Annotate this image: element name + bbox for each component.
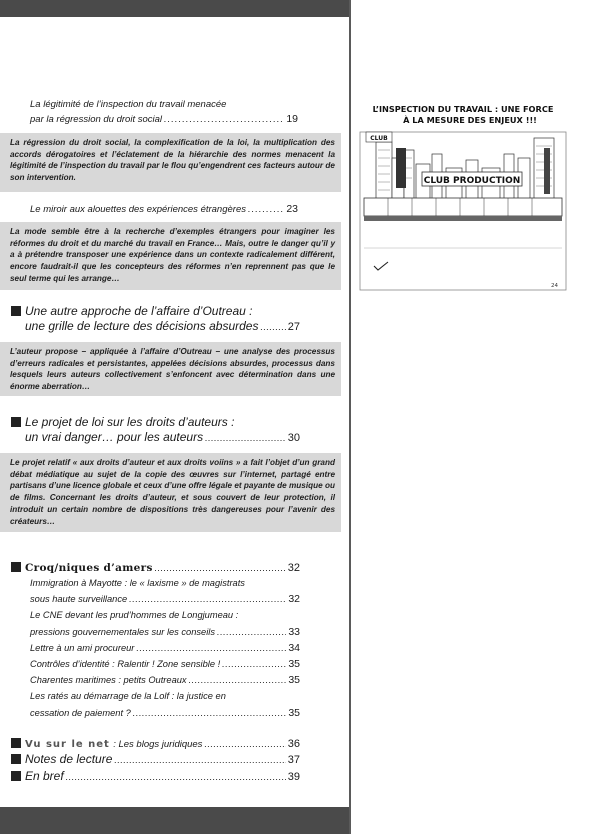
section-title-line1: Une autre approche de l’affaire d’Outreau : <box>25 304 253 318</box>
page-number: 39 <box>287 771 300 783</box>
section-square-bullet <box>11 738 21 748</box>
section-square-bullet <box>11 562 21 572</box>
section-title-line1: Le projet de loi sur les droits d’auteurs : <box>25 415 235 429</box>
dot-leader <box>129 591 286 607</box>
sub-item-line1: Le CNE devant les prud’hommes de Longjumeau : <box>30 610 239 621</box>
column-divider <box>349 0 351 834</box>
sub-item-cne[interactable] <box>30 607 300 639</box>
cartoon-illustration <box>358 98 568 294</box>
tiny-figure <box>374 262 388 270</box>
entry-title-line2: par la régression du droit social <box>30 114 163 125</box>
dark-tower-right <box>544 148 550 194</box>
page-number: 27 <box>287 321 300 333</box>
toc-section-droits-auteurs[interactable] <box>11 415 300 446</box>
dot-leader <box>248 202 284 217</box>
sub-item-line1: Les ratés au démarrage de la Lolf : la justice en <box>30 691 226 702</box>
dot-leader <box>189 672 287 688</box>
sub-item-charentes[interactable] <box>30 672 300 688</box>
dot-leader <box>205 431 286 446</box>
dot-leader <box>155 561 286 576</box>
toc-section-chroniques[interactable] <box>11 560 300 576</box>
section-title-line2: un vrai danger… pour les auteurs <box>25 430 204 444</box>
dot-leader <box>164 112 284 127</box>
sub-item-lolf[interactable] <box>30 688 300 720</box>
page-number: 37 <box>287 754 300 766</box>
entry-title: Le miroir aux alouettes des expériences étrangères <box>30 204 246 215</box>
sub-item-line1: Immigration à Mayotte : le « laxisme » de magistrats <box>30 578 245 588</box>
cartoon-page-number: 24 <box>551 283 558 289</box>
chroniques-sub-list <box>30 575 300 721</box>
notes-title: Notes de lecture <box>25 752 113 766</box>
dot-leader <box>217 624 286 640</box>
toc-entry-legitimite[interactable] <box>30 97 298 127</box>
sub-item-line2: pressions gouvernementales sur les conseils <box>30 626 215 637</box>
club-sign-text: CLUB <box>370 135 388 142</box>
cartoon-caption-line2: À LA MESURE DES ENJEUX !!! <box>403 115 537 125</box>
page-number: 34 <box>288 641 300 654</box>
summary-box-outreau: L’auteur propose – appliquée à l’affaire d’Outreau – une analyse des processus d’erreurs radicales et persistantes, appelées décisions absurdes, processus dans lesquels leurs auteurs collectivement s’enfoncent avec détermination dans une énorme aberration… <box>0 342 341 396</box>
en-bref-title: En bref <box>25 769 64 783</box>
vu-sur-le-net-title: Vu sur le net <box>25 739 110 750</box>
production-sign-text: CLUB PRODUCTION <box>423 176 521 186</box>
dot-leader <box>260 320 285 335</box>
summary-box-miroir: La mode semble être à la recherche d’exemples étrangers pour imaginer les réformes du droit et du marché du travail en France… Mais, outre le danger qu’il y a à prétendre transposer une expérience dans un contexte radicalement différent, encore faudrait-il que les concepteurs des réformes n’en reprennent pas que le seul terme qui les arrange… <box>0 222 341 290</box>
dark-tower <box>396 148 406 188</box>
vu-sur-le-net-subtitle: : Les blogs juridiques <box>113 739 203 750</box>
sub-item-line: Contrôles d’identité : Ralentir ! Zone sensible ! <box>30 659 221 670</box>
page-number: 35 <box>288 706 300 719</box>
dot-leader <box>66 770 286 785</box>
dot-leader <box>133 705 287 721</box>
section-square-bullet <box>11 771 21 781</box>
page-number: 33 <box>288 625 300 638</box>
entry-title-line1: La légitimité de l’inspection du travail menacée <box>30 99 227 110</box>
sub-item-line: Lettre à un ami procureur <box>30 642 135 653</box>
page-number: 19 <box>286 113 298 125</box>
toc-entry-miroir[interactable] <box>30 202 298 217</box>
sub-item-line: Charentes maritimes : petits Outreaux <box>30 675 187 686</box>
page-number: 35 <box>288 674 300 687</box>
page-number: 32 <box>288 593 300 606</box>
section-square-bullet <box>11 754 21 764</box>
page-number: 30 <box>287 432 300 444</box>
sub-item-line2: cessation de paiement ? <box>30 707 131 718</box>
dot-leader <box>136 640 286 656</box>
dot-leader <box>114 753 285 768</box>
sub-item-mayotte[interactable] <box>30 575 300 607</box>
section-square-bullet <box>11 417 21 427</box>
wall-shadow <box>364 216 562 221</box>
page-number: 32 <box>287 562 300 574</box>
cartoon-caption-line1: L’INSPECTION DU TRAVAIL : UNE FORCE <box>372 104 554 114</box>
toc-section-en-bref[interactable] <box>11 769 300 785</box>
sub-item-line2: sous haute surveillance <box>30 594 128 605</box>
chroniques-title: Croq/niques d’amers <box>25 562 153 574</box>
page-number: 35 <box>288 658 300 671</box>
dot-leader <box>222 656 286 672</box>
summary-box-legitimite: La régression du droit social, la complexification de la loi, la multiplication des accords dérogatoires et l’éclatement de la hiérarchie des normes menacent la légitimité de l’inspection du travail par le flou qu’engendrent ces facteurs autour de son intervention. <box>0 133 341 192</box>
summary-box-droits-auteurs: Le projet relatif « aux droits d’auteur et aux droits voiins » a fait l’objet d’un grand débat médiatique au sujet de la copie des œuvres sur l’internet, partagé entre partisans d’une licence globale et ceux d’une offre légale et payante de musique ou de films. Concernant les droits d’auteur, et sous couvert de leur protection, il introduit un certain nombre de dispositions très dangereuses pour l’avenir des créateurs… <box>0 453 341 532</box>
sub-item-lettre[interactable] <box>30 640 300 656</box>
toc-section-notes[interactable] <box>11 752 300 768</box>
section-square-bullet <box>11 306 21 316</box>
dot-leader <box>204 737 285 752</box>
toc-section-outreau[interactable] <box>11 304 300 335</box>
section-title-line2: une grille de lecture des décisions absurdes <box>25 319 259 333</box>
page-number: 36 <box>287 738 300 750</box>
toc-section-vu-sur-le-net[interactable] <box>11 736 300 752</box>
page-number: 23 <box>286 203 298 215</box>
sub-item-controles[interactable] <box>30 656 300 672</box>
factory-wall <box>364 198 562 216</box>
